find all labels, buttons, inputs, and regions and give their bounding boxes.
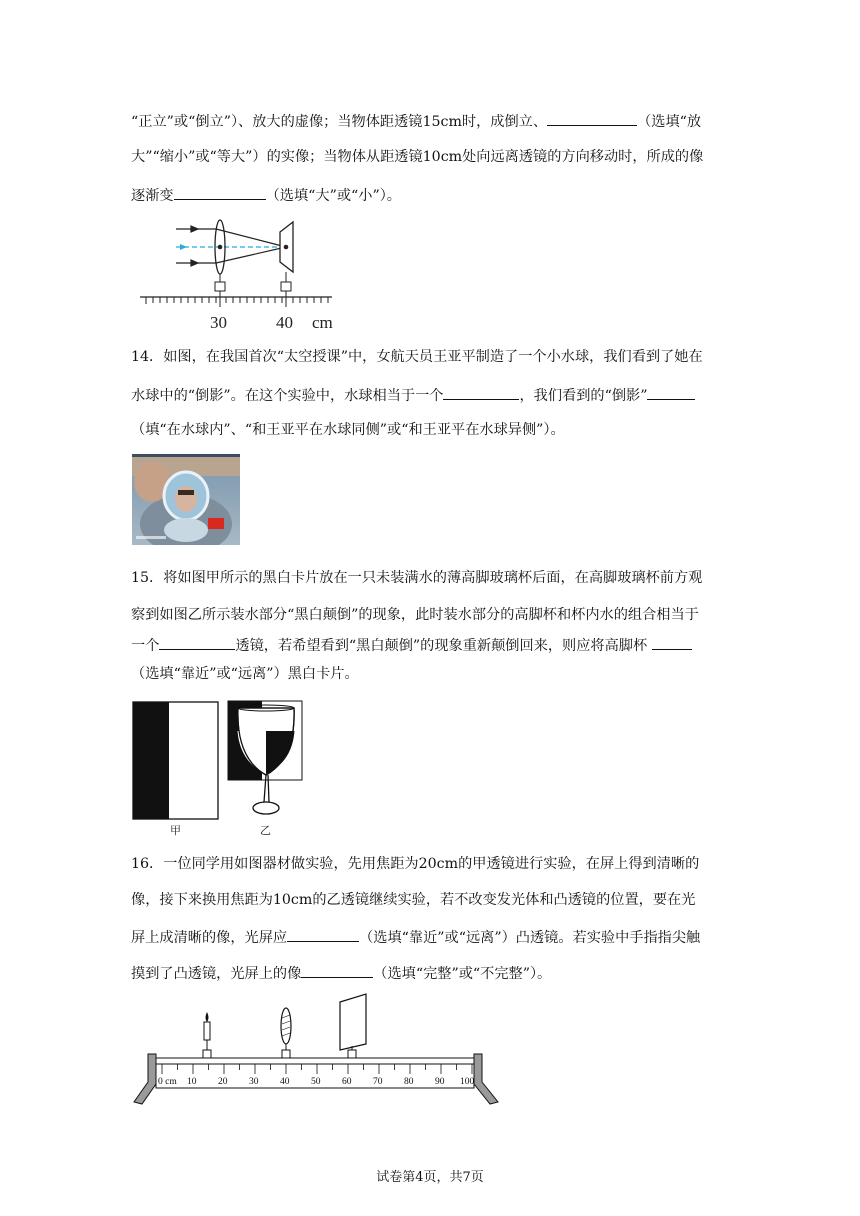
tick-label: 60 bbox=[342, 1077, 352, 1087]
light-source bbox=[204, 1022, 210, 1040]
tick-label: 100 bbox=[460, 1077, 475, 1087]
tick-label: 40 bbox=[280, 1077, 290, 1087]
answer-blank[interactable] bbox=[301, 962, 373, 978]
q13-line-1 bbox=[131, 110, 701, 132]
tick-label: 20 bbox=[218, 1077, 228, 1087]
answer-blank[interactable] bbox=[159, 634, 235, 650]
tick-label: 80 bbox=[404, 1077, 414, 1087]
answer-blank[interactable] bbox=[647, 384, 695, 400]
bench-leg-left bbox=[134, 1054, 156, 1104]
ruler-unit: cm bbox=[312, 313, 333, 332]
q14-line-2 bbox=[131, 384, 695, 406]
label-jia: 甲 bbox=[170, 824, 181, 837]
q15-line-2: 察到如图乙所示装水部分“黑白颠倒”的现象，此时装水部分的高脚杯和杯内水的组合相当于 bbox=[131, 607, 699, 623]
q15-text: 透镜，若希望看到“黑白颠倒”的现象重新颠倒回来，则应将高脚杯 bbox=[235, 638, 648, 654]
q16-line-2: 像，接下来换用焦距为10cm的乙透镜继续实验，若不改变发光体和凸透镜的位置，要在光 bbox=[131, 892, 696, 908]
q16-text: （选填“完整”或“不完整”）。 bbox=[373, 966, 552, 982]
tick-label: 30 bbox=[249, 1077, 259, 1087]
q13-text: 逐渐变 bbox=[131, 188, 174, 204]
tick-label: 50 bbox=[311, 1077, 321, 1087]
q16-line-3 bbox=[131, 926, 700, 948]
light-rays bbox=[176, 226, 286, 266]
q13-line-2: 大”“缩小”或“等大”）的实像；当物体从距透镜10cm处向远离透镜的方向移动时，所成的像 bbox=[131, 149, 704, 165]
q15-line-4: （选填“靠近”或“远离”）黑白卡片。 bbox=[131, 666, 359, 682]
q15-card-glass-figure bbox=[130, 698, 310, 840]
q14-line-1: 14．如图，在我国首次“太空授课”中，女航天员王亚平制造了一个小水球，我们看到了她在 bbox=[131, 349, 703, 365]
q15-line-1: 15．将如图甲所示的黑白卡片放在一只未装满水的薄高脚玻璃杯后面，在高脚玻璃杯前方观 bbox=[131, 570, 703, 586]
answer-blank[interactable] bbox=[287, 926, 359, 942]
convex-lens bbox=[281, 1008, 291, 1044]
q13-text: （选填“大”或“小”）。 bbox=[265, 188, 401, 204]
q16-line-1: 16．一位同学用如图器材做实验，先用焦距为20cm的甲透镜进行实验，在屏上得到清晰的 bbox=[131, 856, 700, 872]
q16-text: 摸到了凸透镜，光屏上的像 bbox=[131, 966, 302, 982]
tick-label: 0 cm bbox=[158, 1077, 177, 1087]
answer-blank[interactable] bbox=[652, 634, 692, 650]
q16-optical-bench-figure bbox=[130, 988, 505, 1106]
q14-text: 水球中的“倒影”。在这个实验中，水球相当于一个 bbox=[131, 388, 444, 404]
ruler-label-30: 30 bbox=[210, 313, 227, 332]
q13-text: “正立”或“倒立”）、放大的虚像；当物体距透镜15cm时，成倒立、 bbox=[131, 114, 548, 130]
q13-line-3 bbox=[131, 184, 401, 206]
water-ball-photo bbox=[132, 454, 240, 545]
q16-text: （选填“靠近”或“远离”）凸透镜。若实验中手指指尖触 bbox=[359, 930, 701, 946]
tick-label: 90 bbox=[435, 1077, 445, 1087]
tick-label: 10 bbox=[187, 1077, 197, 1087]
q13-lens-figure bbox=[136, 210, 346, 335]
label-yi: 乙 bbox=[260, 824, 271, 837]
q14-text: ，我们看到的“倒影” bbox=[519, 388, 648, 404]
q14-line-3: （填“在水球内”、“和王亚平在水球同侧”或“和王亚平在水球异侧”）。 bbox=[131, 422, 565, 438]
q16-line-4 bbox=[131, 962, 551, 984]
q15-line-3 bbox=[131, 634, 692, 656]
page-footer: 试卷第4页，共7页 bbox=[376, 1170, 484, 1185]
light-screen bbox=[340, 994, 366, 1050]
q15-text: 一个 bbox=[131, 638, 160, 654]
tick-label: 70 bbox=[373, 1077, 383, 1087]
q13-text: （选填“放 bbox=[637, 114, 702, 130]
ruler-label-40: 40 bbox=[276, 313, 293, 332]
answer-blank[interactable] bbox=[443, 384, 519, 400]
answer-blank[interactable] bbox=[174, 184, 266, 200]
bench-leg-right bbox=[474, 1054, 498, 1104]
q16-text: 屏上成清晰的像，光屏应 bbox=[131, 930, 288, 946]
answer-blank[interactable] bbox=[547, 110, 637, 126]
